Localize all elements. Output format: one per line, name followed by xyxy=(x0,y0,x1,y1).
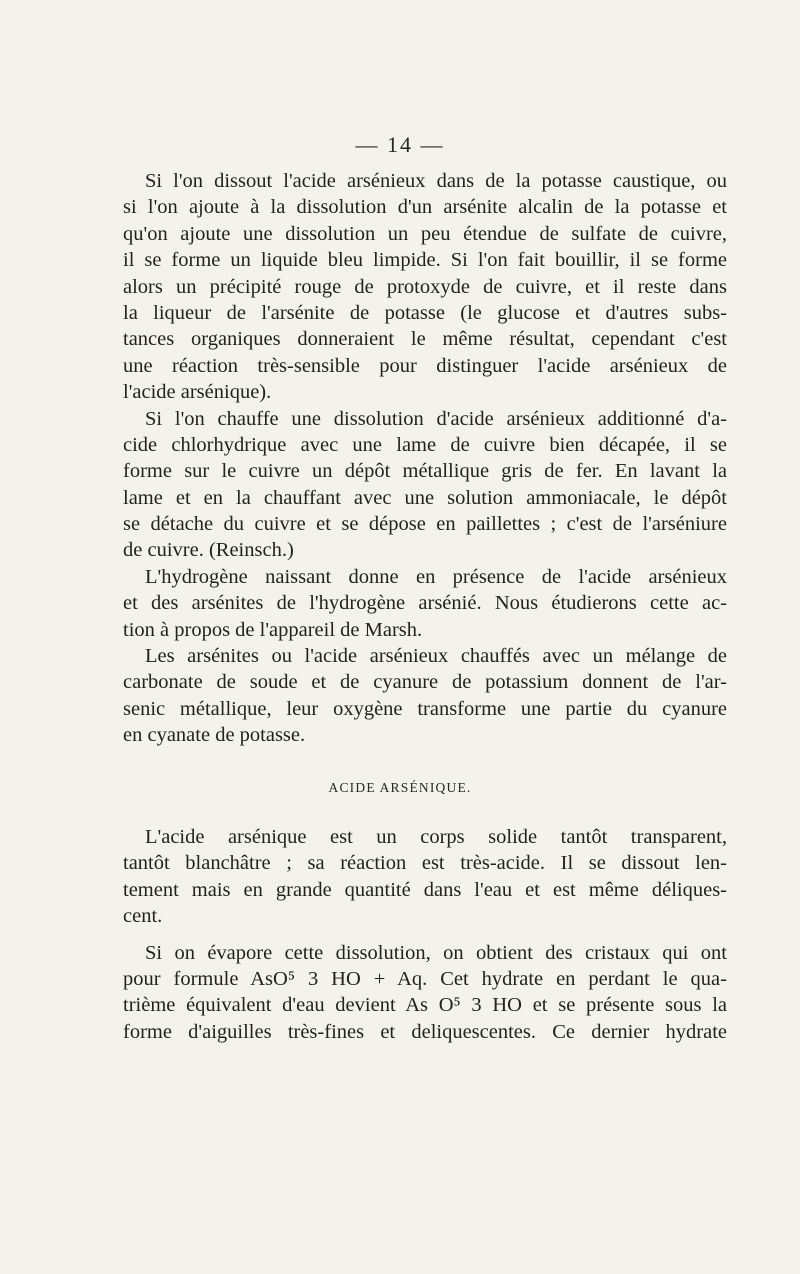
text-line: la liqueur de l'arsénite de potasse (le glucose et d'autres subs- xyxy=(123,301,727,324)
text-line: carbonate de soude et de cyanure de potassium donnent de l'ar- xyxy=(123,671,727,694)
text-line: qu'on ajoute une dissolution un peu étendue de sulfate de cuivre, xyxy=(123,222,727,245)
text-line: senic métallique, leur oxygène transforme une partie du cyanure xyxy=(123,697,727,720)
text-line: tion à propos de l'appareil de Marsh. xyxy=(123,618,423,641)
text-line: tantôt blanchâtre ; sa réaction est très-acide. Il se dissout len- xyxy=(123,852,727,875)
text-line: Si l'on dissout l'acide arsénieux dans de la potasse caustique, ou xyxy=(145,170,727,192)
text-line: Si l'on chauffe une dissolution d'acide arsénieux additionné d'a- xyxy=(145,407,727,430)
text-line: Les arsénites ou l'acide arsénieux chauffés avec un mélange de xyxy=(145,645,727,668)
text-line: alors un précipité rouge de protoxyde de cuivre, et il reste dans xyxy=(123,275,727,298)
text-line: tement mais en grande quantité dans l'eau et est même déliques- xyxy=(123,878,727,901)
text-line: L'hydrogène naissant donne en présence de l'acide arsénieux xyxy=(145,565,727,588)
text-line: de cuivre. (Reinsch.) xyxy=(123,539,294,562)
text-line: forme d'aiguilles très-fines et deliquescentes. Ce dernier hydrate xyxy=(123,1020,727,1043)
text-line: si l'on ajoute à la dissolution d'un arsénite alcalin de la potasse et xyxy=(123,196,727,219)
section-heading: ACIDE ARSÉNIQUE. xyxy=(328,780,472,795)
page-number: — 14 — xyxy=(355,132,445,157)
text-line: tances organiques donneraient le même résultat, cependant c'est xyxy=(123,328,727,351)
text-line: cide chlorhydrique avec une lame de cuivre bien décapée, il se xyxy=(123,433,727,456)
text-line: cent. xyxy=(123,905,163,928)
text-line: Si on évapore cette dissolution, on obtient des cristaux qui ont xyxy=(145,941,727,964)
text-block-before-heading xyxy=(123,168,727,749)
text-line: lame et en la chauffant avec une solution ammoniacale, le dépôt xyxy=(123,486,727,509)
text-line: et des arsénites de l'hydrogène arsénié. Nous étudierons cette ac- xyxy=(123,592,727,615)
text-line: une réaction très-sensible pour distinguer l'acide arsénieux de xyxy=(123,354,727,377)
text-line: se détache du cuivre et se dépose en paillettes ; c'est de l'arséniure xyxy=(123,513,727,536)
text-line: forme sur le cuivre un dépôt métallique gris de fer. En lavant la xyxy=(123,460,727,483)
text-line: il se forme un liquide bleu limpide. Si l'on fait bouillir, il se forme xyxy=(123,249,727,272)
text-line: en cyanate de potasse. xyxy=(123,724,306,747)
text-block-after-heading xyxy=(123,824,727,1045)
text-line: l'acide arsénique). xyxy=(123,381,272,404)
text-line: trième équivalent d'eau devient As O⁵ 3 HO et se présente sous la xyxy=(123,994,727,1017)
text-line: pour formule AsO⁵ 3 HO + Aq. Cet hydrate en perdant le qua- xyxy=(123,967,727,990)
text-line: L'acide arsénique est un corps solide tantôt transparent, xyxy=(145,826,727,848)
